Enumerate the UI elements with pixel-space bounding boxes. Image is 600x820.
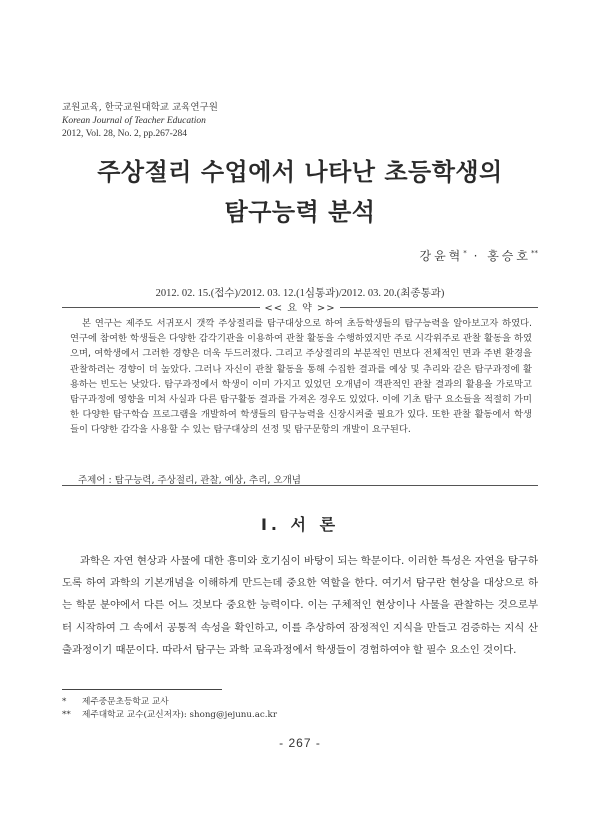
paper-title-line1: 주상절리 수업에서 나타난 초등학생의: [97, 158, 503, 186]
journal-publisher: 교원교육, 한국교원대학교 교육연구원: [62, 102, 218, 113]
section-title: Ⅰ. 서 론: [260, 515, 340, 534]
abstract-rule-right: [340, 307, 538, 308]
abstract-text: 본 연구는 제주도 서귀포시 갯깍 주상절리를 탐구대상으로 하여 초등학생들의 탐구능력을 알아보고자 하였다. 연구에 참여한 학생들은 다양한 감각기관을 이용하여 관찰 활동을 수행하였지만 주로 시각위주로 관찰 활동을 하였으며, 여학생에서 그러한 경향은 더욱 두드러졌다. 그리고 주상절리의 부분적인 면보다 전체적인 면과 주변 환경을 관찰하려는 경향이 더 높았다. 그러나 자신이 관찰 활동을 통해 수집한 결과를 예상 및 추리와 같은 탐구과정에 활용하는 빈도는 낮았다. 탐구과정에서 학생이 이미 가지고 있었던 오개념이 객관적인 관찰 결과의 활용을 가로막고 탐구과정에 영향을 미쳐 사실과 다른 탐구활동 결과를 가져온 경우도 있었다. 이에 기초 탐구 요소들을 적절히 가미한 다양한 탐구학습 프로그램을 개발하여 학생들의 탐구능력을 신장시켜줄 필요가 있다. 또한 관찰 활동에서 학생들이 다양한 감각을 사용할 수 있는 탐구대상의 선정 및 탐구문항의 개발이 요구된다.: [70, 318, 532, 436]
author-1: 강윤혁: [419, 249, 464, 263]
footnote-2-mark: **: [62, 710, 71, 720]
submission-dates: 2012. 02. 15.(접수)/2012. 03. 12.(1심통과)/2012. 03. 20.(최종통과): [155, 288, 445, 299]
footnotes: [62, 696, 277, 722]
footnote-2: [62, 709, 277, 722]
abstract-rule-left: [62, 307, 260, 308]
page-number: - 267 -: [279, 736, 321, 750]
footnote-2-text: 제주대학교 교수(교신저자): shong@jejunu.ac.kr: [82, 710, 277, 720]
author-separator: ·: [466, 249, 488, 263]
footnote-divider: [62, 689, 222, 690]
abstract-heading: << 요 약 >>: [264, 303, 336, 314]
keywords-divider: [62, 485, 538, 486]
author-1-mark: *: [463, 249, 467, 257]
footnote-1-mark: *: [62, 697, 67, 707]
journal-name-en: Korean Journal of Teacher Education: [62, 115, 206, 126]
author-list: [419, 247, 538, 264]
author-2: 홍승호: [487, 249, 531, 263]
keywords: 주제어 : 탐구능력, 주상절리, 관찰, 예상, 추리, 오개념: [78, 475, 301, 486]
author-2-mark: **: [531, 249, 538, 257]
footnote-1-text: 제주중문초등학교 교사: [82, 697, 169, 707]
intro-paragraph: 과학은 자연 현상과 사물에 대한 흥미와 호기심이 바탕이 되는 학문이다. 이러한 특성은 자연을 탐구하도록 하여 과학의 기본개념을 이해하게 만드는데 중요한 역할을 한다. 여기서 탐구란 현상을 대상으로 하는 학문 분야에서 다른 어느 것보다 중요한 능력이다. 이는 구체적인 현상이나 사물을 관찰하는 것으로부터 시작하여 그 속에서 공통적 속성을 확인하고, 이를 추상하여 잠정적인 지식을 만들고 검증하는 지식 산출과정이기 때문이다. 따라서 탐구는 과학 교육과정에서 학생들이 경험하여야 할 필수 요소인 것이다.: [62, 555, 538, 656]
footnote-1: [62, 696, 277, 709]
journal-volume: 2012, Vol. 28, No. 2, pp.267-284: [62, 129, 188, 139]
paper-title-line2: 탐구능력 분석: [224, 198, 376, 226]
journal-header: [62, 101, 218, 142]
